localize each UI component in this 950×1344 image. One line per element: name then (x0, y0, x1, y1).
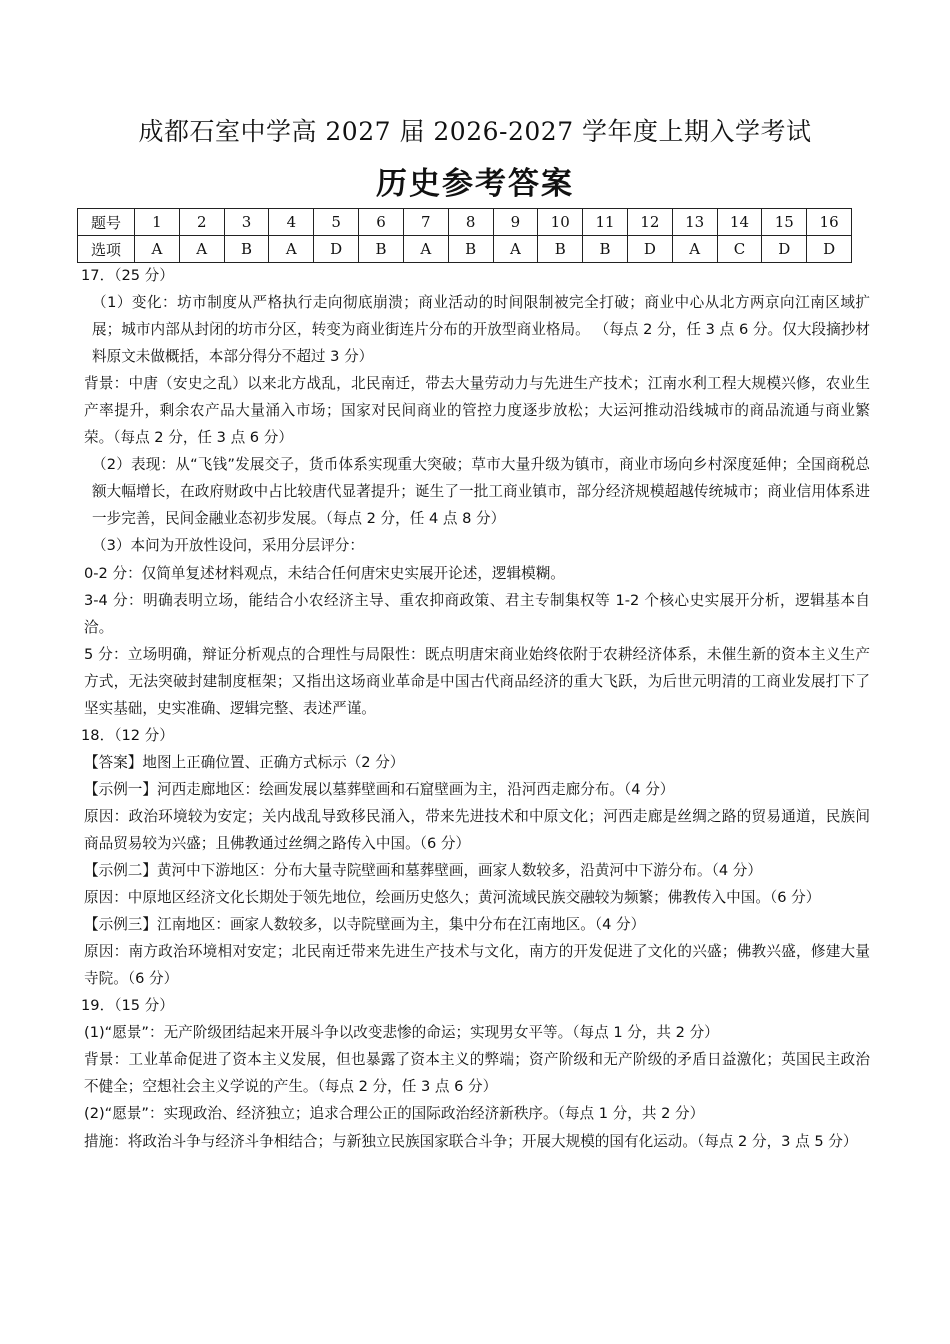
question-number: 2 (179, 209, 224, 236)
answer-paragraph: 背景：工业革命促进了资本主义发展，但也暴露了资本主义的弊端；资产阶级和无产阶级的矛盾日益激化；英国民主政治不健全；空想社会主义学说的产生。（每点 2 分，任 3 点 6 分） (84, 1051, 870, 1096)
answer-paragraph: 【示例一】河西走廊地区：绘画发展以墓葬壁画和石窟壁画为主，沿河西走廊分布。（4 分） (84, 780, 675, 798)
answer-cell: D (314, 236, 359, 263)
answer-paragraph: 原因：政治环境较为安定；关内战乱导致移民涌入，带来先进技术和中原文化；河西走廊是丝绸之路的贸易通道，民族间商品贸易较为兴盛；且佛教通过丝绸之路传入中国。（6 分） (84, 807, 870, 852)
answer-cell: D (627, 236, 672, 263)
question-number: 14 (717, 209, 762, 236)
exam-title: 成都石室中学高 2027 届 2026-2027 学年度上期入学考试 (138, 117, 812, 146)
answer-paragraph: （3）本问为开放性设问，采用分层评分： (92, 537, 364, 555)
answer-cell: A (269, 236, 314, 263)
question-number: 8 (448, 209, 493, 236)
answer-cell: B (583, 236, 628, 263)
question-number: 4 (269, 209, 314, 236)
answer-paragraph: (1)“愿景”：无产阶级团结起来开展斗争以改变悲惨的命运；实现男女平等。（每点 1 分，共 2 分） (84, 1024, 719, 1042)
answer-cell: A (179, 236, 224, 263)
answer-paragraph: （2）表现：从“飞钱”发展交子，货币体系实现重大突破；草市大量升级为镇市，商业市场向乡村深度延伸；全国商税总额大幅增长，在政府财政中占比较唐代显著提升；诞生了一批工商业镇市，部分经济规模超越传统城市；商业信用体系进一步完善，民间金融业态初步发展。（每点 2 分，任 4 点 8 分） (92, 456, 870, 528)
answer-paragraph: 3-4 分：明确表明立场，能结合小农经济主导、重农抑商政策、君主专制集权等 1-2 个核心史实展开分析，逻辑基本自洽。 (84, 591, 870, 636)
answer-cell: A (493, 236, 538, 263)
answer-paragraph: 5 分：立场明确，辩证分析观点的合理性与局限性：既点明唐宋商业始终依附于农耕经济体系，未催生新的资本主义生产方式，无法突破封建制度框架；又指出这场商业革命是中国古代商品经济的重大飞跃，为后世元明清的工商业发展打下了坚实基础，史实准确、逻辑完整、表述严谨。 (84, 645, 870, 717)
answer-paragraph: 【答案】地图上正确位置、正确方式标示（2 分） (84, 753, 405, 771)
answer-cell: D (807, 236, 852, 263)
question-number: 1 (135, 209, 180, 236)
answer-paragraph: (2)“愿景”：实现政治、经济独立；追求合理公正的国际政治经济新秩序。（每点 1 分，共 2 分） (84, 1105, 705, 1123)
question-number-row (78, 209, 852, 236)
question-number: 9 (493, 209, 538, 236)
answer-cell: A (135, 236, 180, 263)
answer-cell: B (359, 236, 404, 263)
answer-cell: B (224, 236, 269, 263)
answer-cell: B (448, 236, 493, 263)
question-number: 5 (314, 209, 359, 236)
question-number: 10 (538, 209, 583, 236)
answer-explanations (81, 262, 870, 1155)
answer-table (77, 208, 852, 263)
answer-paragraph: 原因：中原地区经济文化长期处于领先地位，绘画历史悠久；黄河流域民族交融较为频繁；佛教传入中国。（6 分） (84, 889, 821, 907)
answer-paragraph: 【示例二】黄河中下游地区：分布大量寺院壁画和墓葬壁画，画家人数较多，沿黄河中下游分布。（4 分） (84, 862, 762, 880)
question-number: 16 (807, 209, 852, 236)
answer-cell: A (403, 236, 448, 263)
answer-key-title: 历史参考答案 (376, 166, 574, 202)
answer-cell: A (672, 236, 717, 263)
question-number: 6 (359, 209, 404, 236)
answer-paragraph: 措施：将政治斗争与经济斗争相结合；与新独立民族国家联合斗争；开展大规模的国有化运动。（每点 2 分，3 点 5 分） (84, 1132, 858, 1150)
question-number: 11 (583, 209, 628, 236)
question-heading: 18．（12 分） (81, 726, 174, 744)
answer-row (78, 236, 852, 263)
question-heading: 19．（15 分） (81, 997, 174, 1015)
answer-paragraph: （1）变化：坊市制度从严格执行走向彻底崩溃；商业活动的时间限制被完全打破；商业中心从北方两京向江南区域扩展；城市内部从封闭的坊市分区，转变为商业街连片分布的开放型商业格局。 （每点 2 分，任 3 点 6 分。仅大段摘抄材料原文未做概括，本部分得分不超过 3 分） (92, 294, 870, 366)
answer-paragraph: 0-2 分：仅简单复述材料观点，未结合任何唐宋史实展开论述，逻辑模糊。 (84, 564, 565, 582)
question-number: 15 (762, 209, 807, 236)
answer-header: 选项 (78, 236, 135, 263)
question-number-header: 题号 (78, 209, 135, 236)
answer-cell: D (762, 236, 807, 263)
answer-cell: C (717, 236, 762, 263)
answer-paragraph: 背景：中唐（安史之乱）以来北方战乱，北民南迁，带去大量劳动力与先进生产技术；江南水利工程大规模兴修，农业生产率提升，剩余农产品大量涌入市场；国家对民间商业的管控力度逐步放松；大运河推动沿线城市的商品流通与商业繁荣。（每点 2 分，任 3 点 6 分） (84, 375, 870, 447)
answer-paragraph: 原因：南方政治环境相对安定；北民南迁带来先进生产技术与文化，南方的开发促进了文化的兴盛；佛教兴盛，修建大量寺院。（6 分） (84, 943, 870, 988)
question-number: 13 (672, 209, 717, 236)
question-number: 12 (627, 209, 672, 236)
answer-paragraph: 【示例三】江南地区：画家人数较多，以寺院壁画为主，集中分布在江南地区。（4 分） (84, 916, 646, 934)
question-number: 3 (224, 209, 269, 236)
question-heading: 17．（25 分） (81, 267, 174, 284)
question-number: 7 (403, 209, 448, 236)
answer-cell: B (538, 236, 583, 263)
